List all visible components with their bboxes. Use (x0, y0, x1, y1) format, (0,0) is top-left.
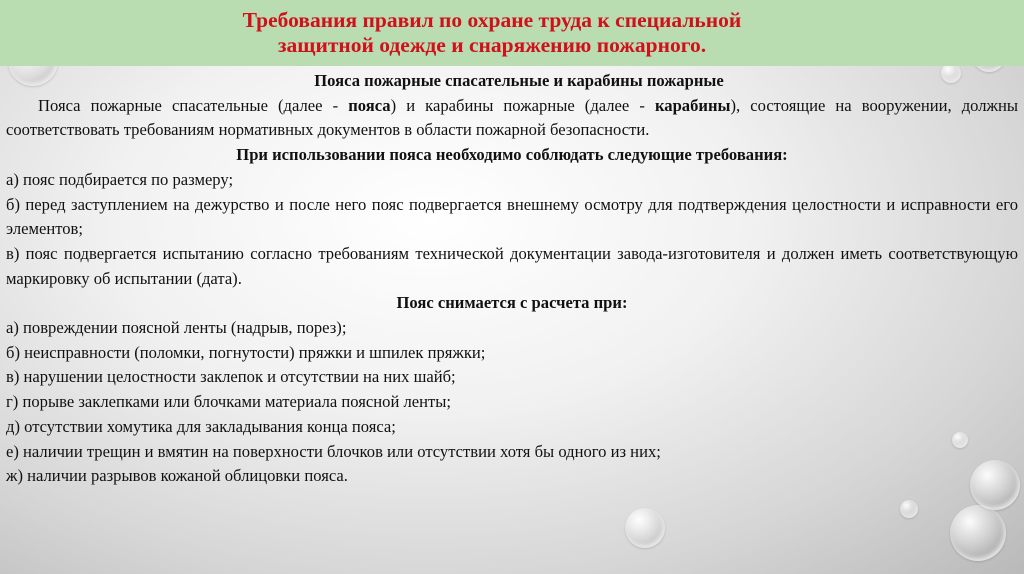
intro-term-belts: пояса (348, 95, 391, 115)
removal-item: е) наличии трещин и вмятин на поверхности блочков или отсутствии хотя бы одного из них; (6, 441, 661, 461)
water-drop-decoration (950, 505, 1006, 561)
removal-item: г) порыве заклепками или блочками материала поясной ленты; (6, 392, 452, 412)
removal-item: б) неисправности (поломки, погнутости) пряжки и шпилек пряжки; (6, 342, 486, 362)
removal-item: в) нарушении целостности заклепок и отсутствии на них шайб; (6, 367, 456, 387)
removal-heading: Пояс снимается с расчета при: (396, 293, 628, 313)
requirement-item: а) пояс подбирается по размеру; (6, 169, 234, 189)
intro-text-3: ), состоящие на вооружении, должны соответствовать требованиям нормативных документов в области пожарной безопасности. (6, 95, 1018, 140)
removal-item: ж) наличии разрывов кожаной облицовки пояса. (6, 466, 348, 486)
removal-item: а) повреждении поясной ленты (надрыв, порез); (6, 318, 347, 338)
title-bar (0, 0, 1024, 66)
intro-text-2: ) и карабины пожарные (далее - (390, 95, 655, 115)
title-line-1: Требования правил по охране труда к специальной (242, 8, 742, 32)
intro-text-1: Пояса пожарные спасательные (далее - (38, 95, 349, 115)
requirement-item: б) перед заступлением на дежурство и после него пояс подвергается внешнему осмотру для подтверждения целостности и исправности его элементов; (6, 194, 1018, 239)
requirements-heading: При использовании пояса необходимо соблюдать следующие требования: (236, 145, 788, 165)
requirement-item: в) пояс подвергается испытанию согласно требованиям технической документации завода-изготовителя и должен иметь соответствующую маркировку об испытании (дата). (6, 243, 1018, 288)
intro-paragraph (6, 94, 1018, 143)
section-subtitle: Пояса пожарные спасательные и карабины пожарные (314, 71, 724, 90)
title-line-2: защитной одежде и снаряжению пожарного. (277, 33, 707, 57)
content-body (6, 69, 1018, 489)
water-drop-decoration (900, 500, 918, 518)
removal-item: д) отсутствии хомутика для закладывания конца пояса; (6, 416, 396, 436)
water-drop-decoration (625, 508, 665, 548)
intro-term-carabiners: карабины (654, 95, 731, 115)
